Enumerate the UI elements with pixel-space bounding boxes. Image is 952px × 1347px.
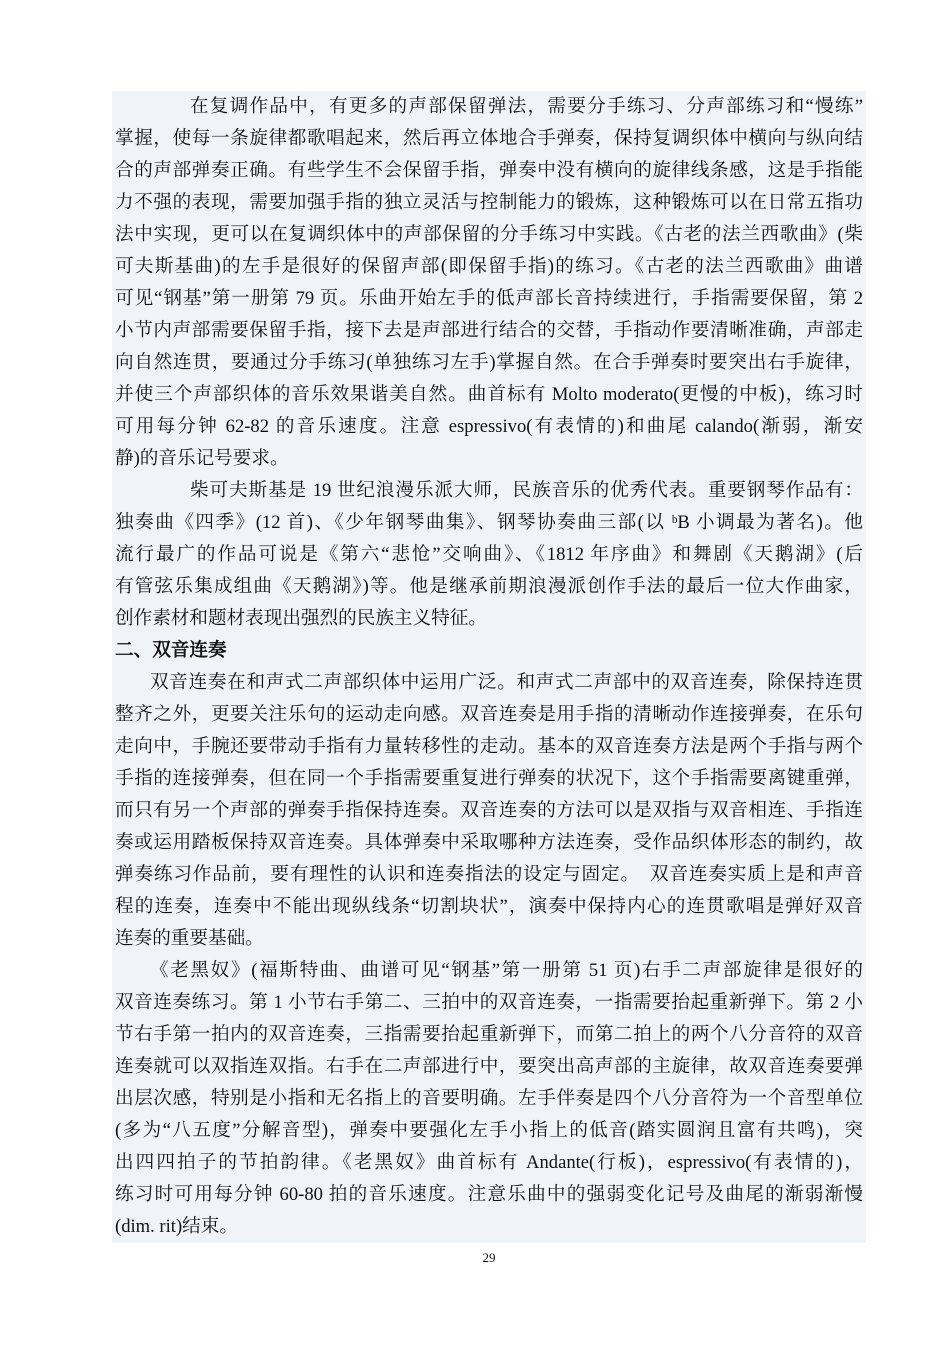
section-heading: 二、双音连奏: [115, 640, 227, 661]
text-line: 柴可夫斯基是 19 世纪浪漫乐派大师，民族音乐的优秀代表。重要钢琴作品有：: [190, 480, 863, 501]
text-line: 连奏的重要基础。: [115, 928, 264, 949]
text-line: 双音连奏在和声式二声部织体中运用广泛。和声式二声部中的双音连奏，除保持连贯: [150, 672, 863, 693]
text-line: 可用每分钟 62-82 的音乐速度。注意 espressivo(有表情的)和曲尾 calando(渐弱，渐安: [115, 416, 863, 437]
text-line: 可见“钢基”第一册第 79 页。乐曲开始左手的低声部长音持续进行，手指需要保留，第 2: [115, 288, 863, 309]
text-line: 连奏就可以双指连双指。右手在二声部进行中，要突出高声部的主旋律，故双音连奏要弹: [115, 1056, 863, 1077]
text-line: 独奏曲《四季》(12 首)、《少年钢琴曲集》、钢琴协奏曲三部(以 ᵇB 小调最为著名)。他: [115, 512, 863, 533]
page-number: 29: [482, 1250, 496, 1265]
text-line: 节右手第一拍内的双音连奏，三指需要抬起重新弹下，而第二拍上的两个八分音符的双音: [115, 1024, 863, 1045]
text-line: 程的连奏，连奏中不能出现纵线条“切割块状”，演奏中保持内心的连贯歌唱是弹好双音: [115, 896, 863, 917]
text-line: 而只有另一个声部的弹奏手指保持连奏。双音连奏的方法可以是双指与双音相连、手指连: [115, 800, 863, 821]
paragraph-polyphonic-practice: [112, 91, 866, 475]
text-line: 向自然连贯，要通过分手练习(单独练习左手)掌握自然。在合手弹奏时要突出右手旋律，: [115, 352, 863, 373]
text-line: 合的声部弹奏正确。有些学生不会保留手指，弹奏中没有横向的旋律线条感，这是手指能: [115, 160, 863, 181]
text-line: 手指的连接弹奏，但在同一个手指需要重复进行弹奏的状况下，这个手指需要离键重弹，: [115, 768, 863, 789]
text-body: [112, 91, 866, 1243]
text-line: 弹奏练习作品前，要有理性的认识和连奏指法的设定与固定。 双音连奏实质上是和声音: [115, 864, 863, 885]
text-line: 创作素材和题材表现出强烈的民族主义特征。: [115, 608, 487, 629]
text-line: 力不强的表现，需要加强手指的独立灵活与控制能力的锻炼，这种锻炼可以在日常五指功: [115, 192, 863, 213]
paragraph-old-black-joe: [112, 955, 866, 1243]
paragraph-tchaikovsky: [112, 475, 866, 635]
text-line: 练习时可用每分钟 60-80 拍的音乐速度。注意乐曲中的强弱变化记号及曲尾的渐弱渐慢: [115, 1184, 863, 1205]
text-line: 有管弦乐集成组曲《天鹅湖》)等。他是继承前期浪漫派创作手法的最后一位大作曲家，: [115, 576, 863, 597]
text-line: 小节内声部需要保留手指，接下去是声部进行结合的交替，手指动作要清晰准确，声部走: [115, 320, 863, 341]
text-line: (多为“八五度”分解音型)，弹奏中要强化左手小指上的低音(踏实圆润且富有共鸣)，突: [115, 1120, 863, 1141]
text-line: 出层次感，特别是小指和无名指上的音要明确。左手伴奏是四个八分音符为一个音型单位: [115, 1088, 863, 1109]
text-line: 掌握，使每一条旋律都歌唱起来，然后再立体地合手弹奏，保持复调织体中横向与纵向结: [115, 128, 863, 149]
text-line: 奏或运用踏板保持双音连奏。具体弹奏中采取哪种方法连奏，受作品织体形态的制约，故: [115, 832, 863, 853]
text-line: 《老黑奴》(福斯特曲、曲谱可见“钢基”第一册第 51 页)右手二声部旋律是很好的: [150, 960, 863, 981]
text-line: 法中实现，更可以在复调织体中的声部保留的分手练习中实践。《古老的法兰西歌曲》(柴: [115, 224, 863, 245]
text-line: 出四四拍子的节拍韵律。《老黑奴》曲首标有 Andante(行板)，espressivo(有表情的)，: [115, 1152, 863, 1173]
text-line: (dim. rit)结束。: [115, 1216, 238, 1237]
text-line: 双音连奏练习。第 1 小节右手第二、三拍中的双音连奏，一指需要抬起重新弹下。第 2 小: [115, 992, 863, 1013]
paragraph-double-note-legato: [112, 667, 866, 955]
text-line: 静)的音乐记号要求。: [115, 448, 289, 469]
text-line: 走向中，手腕还要带动手指有力量转移性的走动。基本的双音连奏方法是两个手指与两个: [115, 736, 863, 757]
text-line: 在复调作品中，有更多的声部保留弹法，需要分手练习、分声部练习和“慢练”: [190, 96, 863, 117]
text-line: 流行最广的作品可说是《第六“悲怆”交响曲》、《1812 年序曲》和舞剧《天鹅湖》(后: [115, 544, 863, 565]
text-line: 整齐之外，更要关注乐句的运动走向感。双音连奏是用手指的清晰动作连接弹奏，在乐句: [115, 704, 863, 725]
text-line: 并使三个声部织体的音乐效果谐美自然。曲首标有 Molto moderato(更慢的中板)，练习时: [115, 384, 863, 405]
text-line: 可夫斯基曲)的左手是很好的保留声部(即保留手指)的练习。《古老的法兰西歌曲》曲谱: [115, 256, 863, 277]
